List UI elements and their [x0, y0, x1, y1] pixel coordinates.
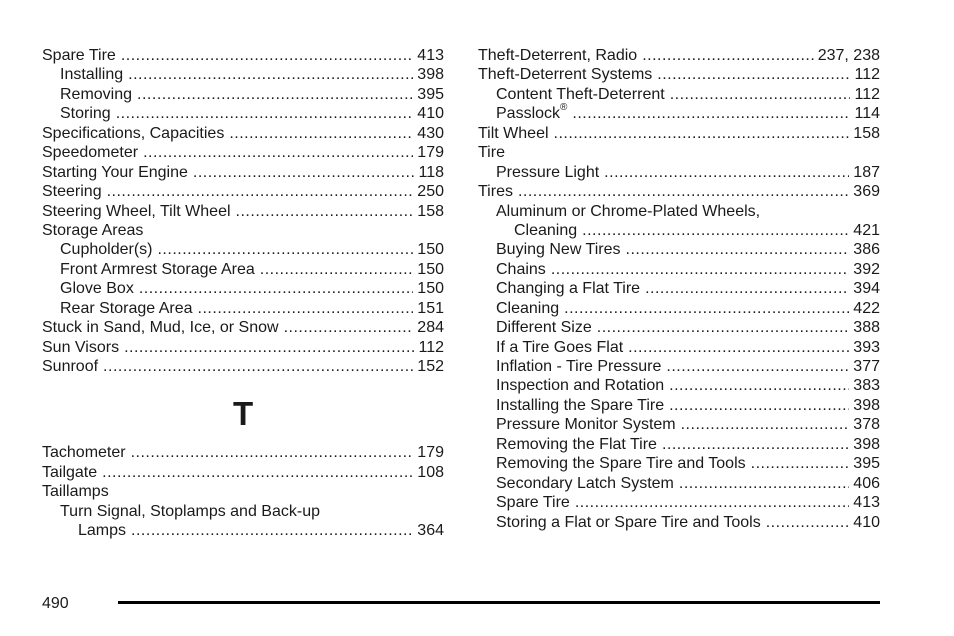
index-entry-page: 187 [853, 163, 880, 181]
index-entry-label [60, 65, 123, 84]
index-entry-text: Front Armrest Storage Area [60, 260, 255, 278]
dot-leader [766, 513, 850, 532]
index-entry [42, 279, 444, 298]
index-entry [42, 240, 444, 259]
index-entry-text: Tire [478, 144, 505, 162]
dot-leader [645, 279, 849, 298]
dot-leader [657, 65, 850, 84]
index-entry-text: Stuck in Sand, Mud, Ice, or Snow [42, 319, 279, 337]
index-entry [42, 182, 444, 201]
index-entry [42, 104, 444, 123]
index-entry-label [478, 182, 513, 201]
dot-leader [229, 124, 413, 143]
index-entry-page: 392 [853, 260, 880, 278]
index-list-s [42, 46, 444, 376]
index-entry [478, 454, 880, 473]
dot-leader [679, 474, 849, 493]
dot-leader [193, 163, 415, 182]
index-entry [478, 396, 880, 415]
index-entry-text: Tailgate [42, 463, 98, 481]
index-entry-label [478, 143, 505, 162]
dot-leader [564, 299, 849, 318]
index-entry [42, 318, 444, 337]
index-entry-label [496, 260, 546, 279]
index-entry [478, 318, 880, 337]
index-entry [42, 443, 444, 462]
index-entry-text: Installing the Spare Tire [496, 396, 665, 414]
index-entry-label [496, 513, 761, 532]
index-entry-label [42, 443, 126, 462]
dot-leader [666, 357, 849, 376]
dot-leader [131, 443, 414, 462]
index-entry-label [496, 493, 570, 512]
index-entry [478, 163, 880, 182]
index-entry-label [496, 454, 746, 473]
index-entry [42, 124, 444, 143]
index-entry-label [78, 521, 126, 540]
index-entry-page: 250 [417, 183, 444, 201]
index-entry [478, 299, 880, 318]
index-entry-label [42, 163, 188, 182]
index-entry-text: Pressure Monitor System [496, 416, 676, 434]
dot-leader [157, 240, 413, 259]
index-entry-page: 413 [417, 47, 444, 64]
dot-leader [669, 376, 849, 395]
index-entry-text: Spare Tire [496, 494, 570, 512]
index-entry-text: Changing a Flat Tire [496, 280, 641, 298]
index-entry-text: Specifications, Capacities [42, 124, 225, 142]
index-entry [42, 463, 444, 482]
dot-leader [139, 279, 413, 298]
index-entry-text: Speedometer [42, 144, 139, 162]
index-entry-text: Steering [42, 183, 102, 201]
index-entry [42, 299, 444, 318]
dot-leader [628, 338, 849, 357]
index-entry [478, 513, 880, 532]
index-entry-label [42, 463, 97, 482]
index-entry-text: Sun Visors [42, 338, 120, 356]
dot-leader [236, 202, 414, 221]
index-entry [42, 46, 444, 65]
index-entry-page: 364 [417, 522, 444, 540]
index-entry-label [60, 240, 152, 259]
dot-leader [121, 46, 413, 65]
dot-leader [103, 357, 413, 376]
index-entry-page: 422 [853, 299, 880, 317]
dot-leader [116, 104, 414, 123]
index-entry [42, 163, 444, 182]
index-list-t-continued [478, 46, 880, 532]
index-entry-label [42, 143, 138, 162]
index-entry-label [496, 435, 657, 454]
index-entry [42, 202, 444, 221]
index-entry-page: 150 [417, 260, 444, 278]
dot-leader [107, 182, 414, 201]
index-entry-label [496, 163, 599, 182]
dot-leader [626, 240, 850, 259]
index-entry-page: 395 [417, 85, 444, 103]
dot-leader [662, 435, 849, 454]
dot-leader [575, 493, 849, 512]
index-entry [478, 357, 880, 376]
index-entry-page: 112 [854, 66, 880, 84]
index-entry-page: 386 [853, 241, 880, 259]
index-entry-page: 406 [853, 474, 880, 492]
index-entry-text: Pressure Light [496, 163, 600, 181]
index-entry [42, 221, 444, 240]
index-entry-page: 158 [417, 202, 444, 220]
index-entry-page: 114 [854, 105, 880, 123]
index-entry-text: Spare Tire [42, 47, 116, 64]
index-entry-label [42, 202, 231, 221]
index-entry [42, 482, 444, 501]
dot-leader [102, 463, 413, 482]
index-entry-label [496, 376, 664, 395]
index-entry [478, 221, 880, 240]
index-entry-text: Cleaning [514, 221, 578, 239]
index-entry-label [478, 65, 652, 84]
index-entry-label [496, 101, 568, 123]
index-entry-label [478, 124, 549, 143]
index-entry-label [60, 104, 111, 123]
index-entry-page: 150 [417, 241, 444, 259]
index-entry-label [496, 357, 661, 376]
dot-leader [669, 396, 849, 415]
index-entry-label [60, 279, 134, 298]
index-entry-text: Theft-Deterrent Systems [478, 66, 653, 84]
index-entry-label [496, 396, 664, 415]
index-entry-label [60, 85, 132, 104]
index-entry-text: Cupholder(s) [60, 241, 153, 259]
dot-leader [604, 163, 849, 182]
index-entry-text: Taillamps [42, 483, 109, 501]
index-entry-text: Inspection and Rotation [496, 377, 665, 395]
index-entry-label [496, 202, 760, 221]
index-entry-label [496, 474, 674, 493]
dot-leader [143, 143, 413, 162]
index-entry [478, 182, 880, 201]
index-entry-label [42, 221, 143, 240]
index-entry-page: 108 [417, 463, 444, 481]
index-entry-label [60, 299, 193, 318]
index-entry [478, 260, 880, 279]
index-entry-text: Tilt Wheel [478, 124, 549, 142]
index-entry-page: 398 [853, 396, 880, 414]
index-column-left [42, 46, 444, 541]
index-entry-page: 410 [853, 513, 880, 531]
index-entry-page: 398 [417, 66, 444, 84]
dot-leader [131, 521, 413, 540]
index-entry [42, 357, 444, 376]
index-entry [478, 85, 880, 104]
index-entry-text: Theft-Deterrent, Radio [478, 47, 638, 64]
index-entry [478, 279, 880, 298]
dot-leader [751, 454, 850, 473]
registered-mark: ® [560, 101, 568, 113]
index-entry-page: 151 [417, 299, 444, 317]
index-entry-text: Buying New Tires [496, 241, 621, 259]
index-entry-text: If a Tire Goes Flat [496, 338, 624, 356]
index-entry-label [42, 124, 224, 143]
index-entry [42, 85, 444, 104]
index-entry-page: 118 [418, 163, 444, 181]
index-entry-page: 179 [417, 444, 444, 462]
index-entry-label [42, 338, 119, 357]
index-entry-page: 377 [853, 358, 880, 375]
index-entry-text: Glove Box [60, 280, 134, 298]
index-entry-label [514, 221, 577, 240]
index-entry-page: 150 [417, 280, 444, 298]
index-entry-text: Content Theft-Deterrent [496, 85, 665, 103]
index-entry-text: Chains [496, 260, 546, 278]
index-entry-text: Different Size [496, 319, 592, 337]
index-entry-label [496, 279, 640, 298]
index-entry-text: Sunroof [42, 358, 99, 375]
index-entry [478, 415, 880, 434]
index-entry-label [60, 260, 255, 279]
index-entry [42, 260, 444, 279]
index-entry-page: 369 [853, 183, 880, 201]
index-entry-text: Removing [60, 85, 133, 103]
index-entry-label [60, 502, 320, 521]
index-entry-text: Passlock [496, 105, 561, 123]
index-entry-text: Secondary Latch System [496, 474, 674, 492]
index-entry-text: Rear Storage Area [60, 299, 193, 317]
index-entry-page: 237, 238 [817, 47, 880, 64]
index-entry [42, 521, 444, 540]
index-entry [478, 435, 880, 454]
index-entry-page: 395 [853, 455, 880, 473]
index-entry-text: Removing the Flat Tire [496, 435, 657, 453]
index-entry-text: Storage Areas [42, 221, 144, 239]
index-entry-text: Storing a Flat or Spare Tire and Tools [496, 513, 761, 531]
dot-leader [554, 124, 850, 143]
index-entry-label [496, 299, 559, 318]
index-entry-label [42, 46, 116, 65]
dot-leader [642, 46, 814, 65]
index-entry-text: Lamps [78, 522, 127, 540]
dot-leader [124, 338, 414, 357]
index-entry-text: Cleaning [496, 299, 560, 317]
index-entry [478, 143, 880, 162]
page-number: 490 [42, 595, 69, 612]
index-entry-label [478, 46, 637, 65]
index-entry-page: 179 [417, 144, 444, 162]
index-entry-page: 112 [418, 338, 444, 356]
index-entry-page: 112 [854, 85, 880, 103]
index-entry-label [496, 85, 665, 104]
index-entry [478, 474, 880, 493]
index-entry-page: 421 [853, 221, 880, 239]
index-entry [42, 143, 444, 162]
index-entry-label [496, 240, 621, 259]
index-entry-label [42, 182, 102, 201]
index-entry-text: Storing [60, 105, 111, 123]
index-entry [478, 101, 880, 123]
index-entry-text: Removing the Spare Tire and Tools [496, 455, 746, 473]
section-letter-t: T [233, 395, 254, 433]
index-entry-label [42, 357, 98, 376]
index-entry-page: 394 [853, 280, 880, 298]
index-entry [478, 202, 880, 221]
dot-leader [284, 318, 414, 337]
dot-leader [597, 318, 850, 337]
index-entry-text: Steering Wheel, Tilt Wheel [42, 202, 231, 220]
dot-leader [128, 65, 413, 84]
index-entry [478, 376, 880, 395]
dot-leader [137, 85, 413, 104]
dot-leader [551, 260, 849, 279]
dot-leader [518, 182, 849, 201]
index-entry-label [496, 318, 592, 337]
index-entry-page: 413 [853, 494, 880, 512]
index-entry-text: Inflation - Tire Pressure [496, 358, 662, 375]
index-entry [478, 338, 880, 357]
index-entry [42, 338, 444, 357]
index-entry [478, 240, 880, 259]
index-list-t [42, 443, 444, 540]
index-entry-label [496, 415, 676, 434]
dot-leader [582, 221, 849, 240]
index-entry-page: 398 [853, 435, 880, 453]
index-entry [42, 502, 444, 521]
index-entry-page: 430 [417, 124, 444, 142]
footer-rule [118, 601, 880, 604]
index-entry [478, 46, 880, 65]
index-entry-text: Installing [60, 66, 124, 84]
dot-leader [670, 85, 851, 104]
dot-leader [681, 415, 850, 434]
index-entry-text: Tachometer [42, 444, 126, 462]
index-entry-page: 410 [417, 105, 444, 123]
index-entry-text: Aluminum or Chrome-Plated Wheels, [496, 202, 761, 220]
index-entry-page: 383 [853, 377, 880, 395]
index-entry-page: 388 [853, 319, 880, 337]
index-entry [478, 65, 880, 84]
index-entry [42, 65, 444, 84]
index-column-right [478, 46, 880, 532]
dot-leader [198, 299, 414, 318]
dot-leader [260, 260, 414, 279]
index-entry [478, 124, 880, 143]
dot-leader [572, 104, 850, 123]
index-entry-label [496, 338, 623, 357]
index-entry-text: Turn Signal, Stoplamps and Back-up [60, 502, 320, 520]
index-entry-label [42, 318, 279, 337]
index-entry-page: 378 [853, 416, 880, 434]
index-entry-page: 152 [417, 358, 444, 375]
index-entry-text: Tires [478, 183, 513, 201]
index-entry-text: Starting Your Engine [42, 163, 188, 181]
index-entry-label [42, 482, 109, 501]
index-entry-page: 158 [853, 124, 880, 142]
index-entry [478, 493, 880, 512]
index-entry-page: 393 [853, 338, 880, 356]
index-entry-page: 284 [417, 319, 444, 337]
